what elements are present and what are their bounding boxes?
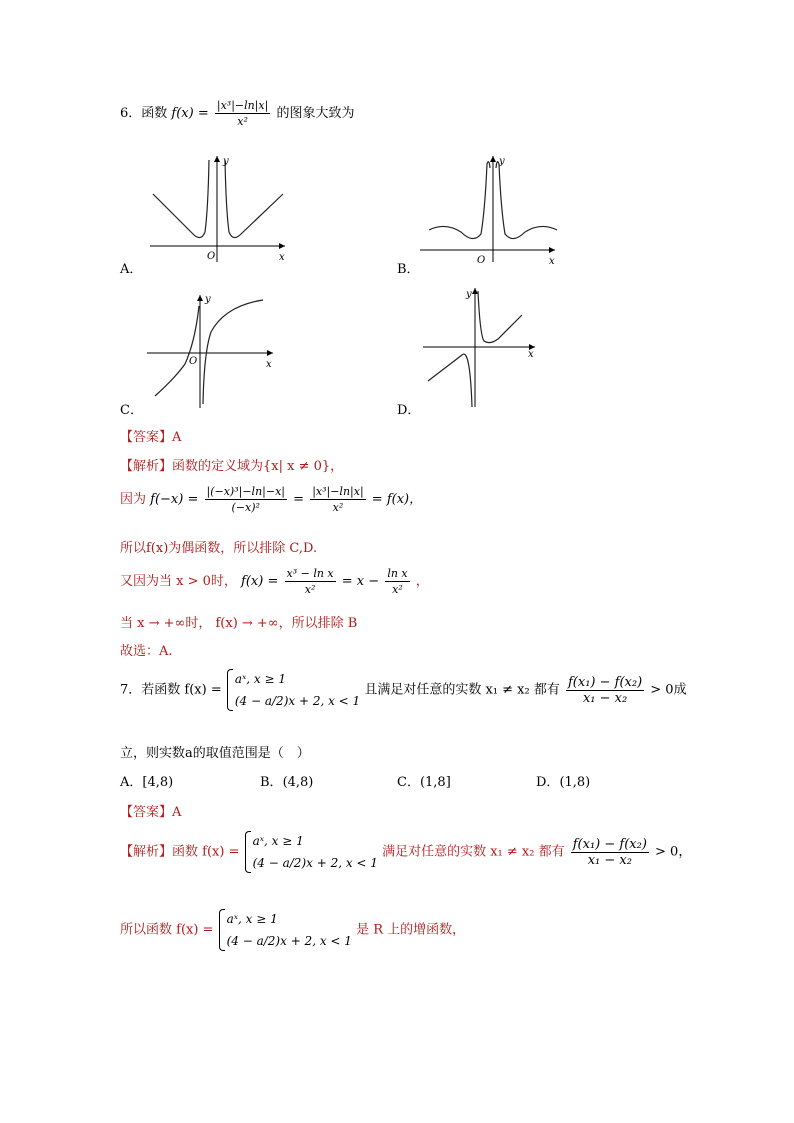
q6-solution-line2 — [120, 484, 422, 515]
q7-prefix: 7．若函数 f(x) = — [120, 682, 222, 698]
q6-solution-line1-text: 函数的定义域为{x| x ≠ 0}， — [172, 459, 344, 474]
q6-suffix: 的图象大致为 — [276, 106, 355, 121]
q7-fraction — [566, 675, 644, 706]
q7-case1: aˣ, x ≥ 1 — [234, 672, 286, 686]
q7-middle: 且满足对任意的实数 x₁ ≠ x₂ 都有 — [364, 682, 560, 698]
q7-case2: (4 − a/2)x + 2, x < 1 — [234, 694, 361, 708]
q6-line2-lhs: f(−x) = — [150, 492, 199, 507]
q7-frac-num: f(x₁) − f(x₂) — [567, 674, 643, 690]
q7-solution-case1: aˣ, x ≥ 1 — [252, 834, 304, 848]
q6-line4-prefix: 又因为当 x > 0时， — [120, 574, 237, 589]
q6-frac-num: |x³|−ln|x| — [216, 99, 269, 112]
q7-solution-frac-den: x₁ − x₂ — [587, 852, 632, 868]
q7-option-a-value: [4,8) — [142, 775, 174, 790]
q7-solution-line2 — [120, 908, 465, 952]
q6-line4-frac1 — [285, 566, 336, 597]
question-6 — [120, 98, 355, 129]
q6-solution-line6: 故选：A. — [120, 644, 173, 659]
graph-d — [420, 285, 545, 410]
q6-line4-lhs: f(x) = — [241, 574, 279, 589]
q6-answer-tag: 【答案】 — [120, 430, 173, 445]
q6-solution-line1 — [120, 455, 343, 474]
graph-b-ylabel: y — [499, 156, 505, 167]
q6-line2-eq: = — [293, 492, 305, 507]
q6-solution-line3: 所以f(x)为偶函数，所以排除 C,D. — [120, 541, 318, 556]
q7-option-b-label: B． — [260, 775, 283, 790]
q6-line2-frac2-num: |x³|−ln|x| — [312, 485, 364, 498]
q6-solution-line4 — [120, 566, 429, 597]
q6-line4-mid: = x − — [341, 574, 380, 589]
q6-line2-prefix: 因为 — [120, 492, 147, 507]
q7-solution-piecewise — [244, 830, 378, 874]
q6-solution-line5: 当 x → +∞时， f(x) → +∞，所以排除 B — [120, 616, 358, 631]
q7-option-b-value: (4,8) — [282, 775, 314, 790]
graph-a-xlabel: x — [279, 252, 285, 263]
q7-frac-den: x₁ − x₂ — [582, 690, 628, 706]
q7-solution-line2-case2: (4 − a/2)x + 2, x < 1 — [226, 934, 352, 948]
q6-line2-frac2 — [310, 484, 365, 515]
q7-solution-line2-case1: aˣ, x ≥ 1 — [226, 912, 278, 926]
graph-d-xlabel: x — [528, 349, 534, 360]
graph-a-curve — [153, 160, 283, 238]
q6-line4-frac1-num: x³ − ln x — [286, 567, 334, 580]
graph-c-xlabel: x — [266, 359, 272, 370]
q6-line2-frac1-num: |(−x)³|−ln|−x| — [206, 485, 285, 498]
q7-solution-prefix: 函数 f(x) = — [172, 844, 240, 860]
q7-option-d-value: (1,8) — [559, 775, 591, 790]
q7-option-c-label: C． — [397, 775, 420, 790]
option-b-label: B． — [397, 262, 420, 277]
q6-line4-frac2-num: ln x — [387, 567, 408, 580]
q7-option-d-label: D． — [536, 775, 560, 790]
option-d-label: D． — [397, 403, 421, 418]
graph-c-curve — [155, 300, 263, 404]
graph-c-ylabel: y — [205, 294, 211, 305]
q6-func: f(x) = — [171, 106, 209, 121]
q6-line2-rhs: = f(x)， — [371, 492, 423, 507]
q7-answer — [120, 801, 181, 820]
graph-b — [415, 150, 565, 265]
q6-line2-frac1 — [205, 484, 287, 515]
q7-solution-fraction — [571, 837, 649, 868]
q6-line4-frac1-den: x² — [304, 583, 316, 596]
q7-piecewise — [226, 668, 360, 712]
question-7 — [120, 668, 687, 712]
q7-line2: 立，则实数a的取值范围是（ ） — [120, 746, 310, 761]
q7-solution-middle: 满足对任意的实数 x₁ ≠ x₂ 都有 — [382, 844, 565, 860]
graph-b-xlabel: x — [549, 256, 555, 265]
q6-solution-tag: 【解析】 — [120, 459, 173, 474]
q7-solution-line1 — [120, 830, 691, 874]
graph-a-origin: O — [207, 251, 216, 262]
q7-solution-tag: 【解析】 — [120, 844, 173, 860]
q6-frac-den: x² — [237, 115, 248, 128]
q6-line4-frac2-den: x² — [392, 583, 403, 596]
q7-solution-case2: (4 − a/2)x + 2, x < 1 — [252, 856, 378, 870]
q7-solution-line2-piecewise — [218, 908, 352, 952]
graph-b-origin: O — [477, 255, 486, 265]
graph-a-ylabel: y — [223, 156, 229, 167]
q6-line2-frac2-den: x² — [332, 501, 344, 514]
option-c-label: C． — [120, 403, 143, 418]
q7-option-c-value: (1,8] — [419, 775, 451, 790]
q7-answer-value: A — [172, 805, 182, 820]
q7-option-a — [120, 771, 173, 790]
q7-answer-tag: 【答案】 — [120, 805, 173, 820]
graph-d-ylabel: y — [466, 289, 472, 300]
q7-option-b — [260, 771, 313, 790]
q7-solution-line2-suffix: 是 R 上的增函数， — [356, 922, 466, 938]
q7-solution-suffix: > 0， — [655, 844, 692, 860]
q6-fraction — [215, 98, 270, 129]
q6-answer — [120, 426, 181, 445]
q7-suffix: > 0成 — [650, 682, 687, 698]
graph-c — [145, 292, 280, 410]
q6-line4-frac2 — [385, 566, 409, 597]
q6-line4-end: ， — [415, 574, 429, 589]
q7-solution-line2-prefix: 所以函数 f(x) = — [120, 922, 214, 938]
q6-number: 6．函数 — [120, 106, 168, 121]
graph-a — [145, 150, 295, 265]
q7-solution-frac-num: f(x₁) − f(x₂) — [572, 836, 647, 852]
q7-option-c — [397, 771, 451, 790]
q7-option-d — [536, 771, 590, 790]
option-a-label: A． — [120, 262, 143, 277]
q6-line2-frac1-den: (−x)² — [231, 501, 260, 514]
q7-option-a-label: A． — [120, 775, 143, 790]
graph-c-origin: O — [189, 356, 198, 367]
q6-answer-value: A — [172, 430, 182, 445]
